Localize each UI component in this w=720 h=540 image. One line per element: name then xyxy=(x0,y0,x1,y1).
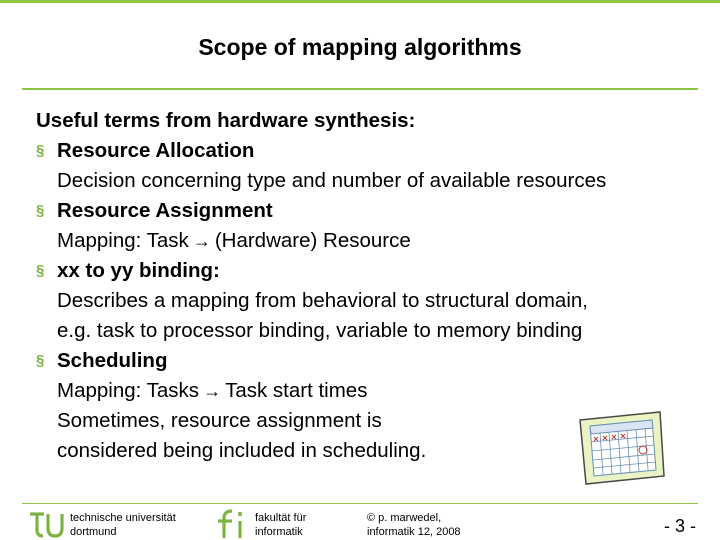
bullet-resource-allocation xyxy=(36,136,706,196)
bullet-heading: Scheduling xyxy=(57,349,168,372)
arrow-line-after: Task start times xyxy=(225,379,368,402)
footer-university xyxy=(70,511,176,539)
footer-faculty-line2: informatik xyxy=(255,526,303,538)
bullet-marker-icon: § xyxy=(36,262,45,279)
bullet-text: Describes a mapping from behavioral to structural domain, xyxy=(57,289,588,312)
footer-faculty-line1: fakultät für xyxy=(255,512,307,524)
arrow-line-before: Mapping: Task xyxy=(57,229,189,252)
footer-copyright-line1: © p. marwedel, xyxy=(367,512,442,524)
top-rule xyxy=(0,0,720,3)
footer-rule xyxy=(22,503,698,504)
footer-copyright-line2: informatik 12, 2008 xyxy=(367,526,461,538)
arrow-line-after: (Hardware) Resource xyxy=(214,229,411,252)
bullet-marker-icon: § xyxy=(36,142,45,159)
footer-faculty xyxy=(255,511,306,539)
arrow-line-before: Mapping: Tasks xyxy=(57,379,200,402)
bullet-heading: xx to yy binding: xyxy=(57,259,220,282)
fi-logo-icon xyxy=(214,506,248,540)
bullet-marker-icon: § xyxy=(36,352,45,369)
bullet-text xyxy=(57,376,706,406)
bullet-text: Sometimes, resource assignment is xyxy=(57,409,382,432)
footer-university-line2: dortmund xyxy=(70,526,117,538)
footer-university-line1: technische universität xyxy=(70,512,176,524)
intro-text: Useful terms from hardware synthesis: xyxy=(36,109,416,132)
bullet-resource-assignment xyxy=(36,196,706,256)
bullet-binding xyxy=(36,256,706,346)
calendar-icon xyxy=(576,410,666,486)
bullet-heading: Resource Assignment xyxy=(57,199,273,222)
bullet-text xyxy=(57,226,706,256)
bullet-heading: Resource Allocation xyxy=(57,139,255,162)
page-number: - 3 - xyxy=(664,516,697,536)
bullet-text: e.g. task to processor binding, variable to memory binding xyxy=(57,319,583,342)
bullet-marker-icon: § xyxy=(36,202,45,219)
title-rule xyxy=(22,88,698,90)
arrow-right-icon: → xyxy=(192,231,211,251)
slide-title: Scope of mapping algorithms xyxy=(198,34,522,60)
bullet-text: considered being included in scheduling. xyxy=(57,439,427,462)
tu-logo-icon xyxy=(28,506,64,540)
footer-copyright xyxy=(367,511,461,539)
arrow-right-icon: → xyxy=(203,381,222,401)
bullet-text: Decision concerning type and number of available resources xyxy=(57,169,607,192)
